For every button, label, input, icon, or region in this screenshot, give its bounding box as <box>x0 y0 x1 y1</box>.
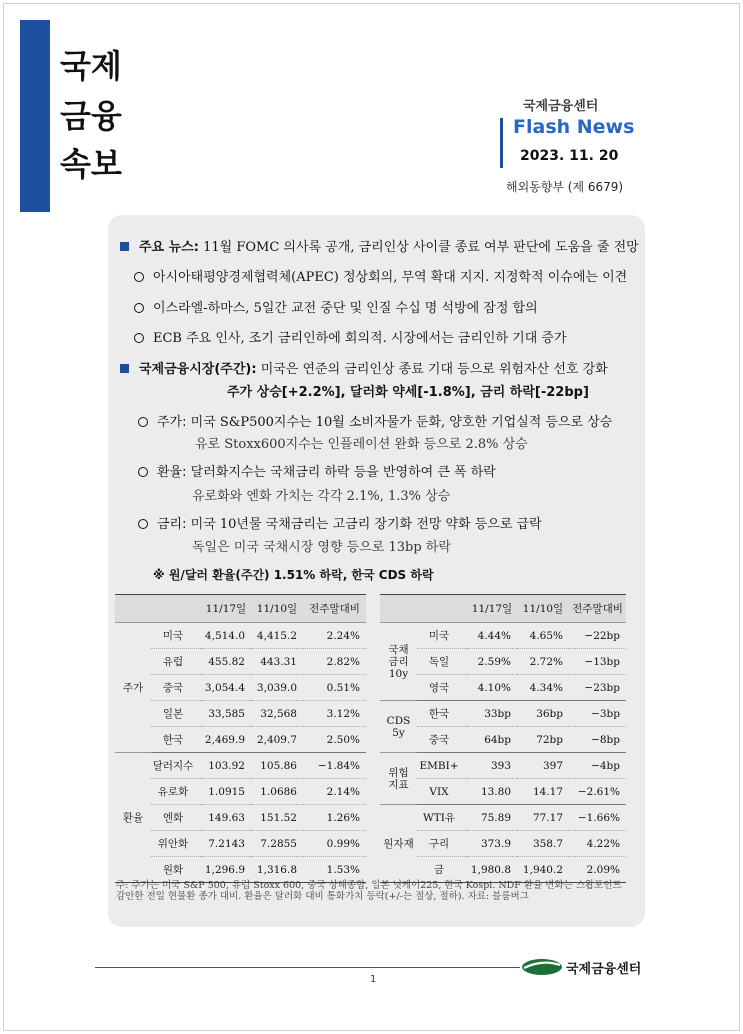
dept-line <box>506 178 623 195</box>
table-cell: −1.66% <box>569 805 626 831</box>
brand-title: Flash News <box>513 116 635 138</box>
table-row <box>115 649 366 675</box>
footer-divider <box>95 967 520 968</box>
table-cell: −2.61% <box>569 779 626 805</box>
col-header: 11/10일 <box>251 595 303 623</box>
col-header: 11/10일 <box>517 595 569 623</box>
table-cell: −1.84% <box>303 753 366 779</box>
row-label: 중국 <box>151 675 201 701</box>
market-table-right <box>380 594 626 883</box>
table-row <box>380 727 626 753</box>
table-row <box>380 675 626 701</box>
table-cell: 151.52 <box>251 805 303 831</box>
table-cell: 105.86 <box>251 753 303 779</box>
col-header: 전주말대비 <box>569 595 626 623</box>
square-bullet-icon <box>120 242 129 251</box>
table-cell: −4bp <box>569 753 626 779</box>
row-label: 유로화 <box>151 779 201 805</box>
market-item-label: 주가: <box>157 415 187 430</box>
table-cell: 397 <box>517 753 569 779</box>
table-row <box>115 857 366 883</box>
org-logo-icon <box>520 957 564 977</box>
org-logo-text: 국제금융센터 <box>566 962 642 977</box>
row-label: 미국 <box>151 623 201 649</box>
news-item <box>134 327 567 346</box>
market-table-left <box>115 594 366 883</box>
row-label: EMBI+ <box>417 753 467 779</box>
row-label: 금 <box>417 857 467 883</box>
table-cell: 2,469.9 <box>201 727 251 753</box>
table-row <box>115 753 366 779</box>
table-cell: 2,409.7 <box>251 727 303 753</box>
row-label: 중국 <box>417 727 467 753</box>
circle-bullet-icon <box>134 303 144 313</box>
market-item-text: 달러화지수는 국채금리 하락 등을 반영하여 큰 폭 하락 <box>190 465 496 480</box>
news-item-text: ECB 주요 인사, 조기 금리인하에 회의적. 시장에서는 금리인하 기대 증가 <box>153 331 567 346</box>
table-cell: 2.50% <box>303 727 366 753</box>
market-item-rates <box>138 513 542 532</box>
row-label: 일본 <box>151 701 201 727</box>
table-cell: 3.12% <box>303 701 366 727</box>
table-footnote: 주: 주가는 미국 S&P 500, 유럽 Stoxx 600, 중국 상해종합, 일본 닛케이225, 한국 Kospi. NDF 환율 변화는 스왑포인트 감안한 전일 현물환 종가 대비. 환율은 달러화 대비 통화가치 등락(+/-는 절상, 절하). 자료: 블룸버그 <box>116 880 622 902</box>
table-row <box>380 753 626 779</box>
table-cell: 33,585 <box>201 701 251 727</box>
group-label: 국채 금리 10y <box>380 623 417 701</box>
market-item-text: 미국 S&P500지수는 10월 소비자물가 둔화, 양호한 기업실적 등으로 상승 <box>190 415 613 430</box>
table-cell: −23bp <box>569 675 626 701</box>
news-item <box>134 266 627 285</box>
table-cell: 32,568 <box>251 701 303 727</box>
table-cell: 2.24% <box>303 623 366 649</box>
group-label: 환율 <box>115 753 151 883</box>
issue-number: (제 6679) <box>567 180 624 194</box>
group-label: CDS 5y <box>380 701 417 753</box>
table-cell: 0.51% <box>303 675 366 701</box>
table-cell: 1,940.2 <box>517 857 569 883</box>
row-label: 원화 <box>151 857 201 883</box>
news-label: 주요 뉴스: <box>139 240 199 255</box>
row-label: 유럽 <box>151 649 201 675</box>
org-name: 국제금융센터 <box>523 99 599 114</box>
table-row <box>115 779 366 805</box>
table-cell: 393 <box>467 753 517 779</box>
table-cell: 1.26% <box>303 805 366 831</box>
row-label: 달러지수 <box>151 753 201 779</box>
market-item-sub: 유로 Stoxx600지수는 인플레이션 완화 등으로 2.8% 상승 <box>195 437 528 452</box>
table-cell: 2.09% <box>569 857 626 883</box>
table-cell: 64bp <box>467 727 517 753</box>
circle-bullet-icon <box>134 272 144 282</box>
row-label: 영국 <box>417 675 467 701</box>
issue-date: 2023. 11. 20 <box>520 148 619 164</box>
table-cell: 4.65% <box>517 623 569 649</box>
table-cell: 103.92 <box>201 753 251 779</box>
table-cell: 4,514.0 <box>201 623 251 649</box>
page-title-line-2: 금융 <box>60 97 122 135</box>
table-header-row <box>380 595 626 623</box>
circle-bullet-icon <box>138 417 148 427</box>
market-item-sub: 유로화와 엔화 가치는 각각 2.1%, 1.3% 상승 <box>192 489 451 504</box>
table-row <box>115 831 366 857</box>
table-cell: 36bp <box>517 701 569 727</box>
table-cell: 1,316.8 <box>251 857 303 883</box>
table-cell: 4.34% <box>517 675 569 701</box>
market-headline-row <box>120 358 608 377</box>
table-cell: 72bp <box>517 727 569 753</box>
table-header-row <box>115 595 366 623</box>
table-cell: 13.80 <box>467 779 517 805</box>
krw-note: ※ 원/달러 환율(주간) 1.51% 하락, 한국 CDS 하락 <box>153 568 434 582</box>
table-cell: 33bp <box>467 701 517 727</box>
table-row <box>380 857 626 883</box>
table-cell: 75.89 <box>467 805 517 831</box>
market-item-text: 미국 10년물 국채금리는 고금리 장기화 전망 약화 등으로 급락 <box>190 517 542 532</box>
page-title-line-3: 속보 <box>60 145 122 183</box>
group-label: 주가 <box>115 623 151 753</box>
row-label: VIX <box>417 779 467 805</box>
table-row <box>380 805 626 831</box>
table-row <box>380 623 626 649</box>
page-number: 1 <box>370 974 377 985</box>
table-cell: 1,296.9 <box>201 857 251 883</box>
circle-bullet-icon <box>138 467 148 477</box>
table-cell: 4.22% <box>569 831 626 857</box>
table-cell: 3,054.4 <box>201 675 251 701</box>
news-headline-row <box>120 236 639 255</box>
table-cell: 455.82 <box>201 649 251 675</box>
row-label: 위안화 <box>151 831 201 857</box>
market-item-sub: 독일은 미국 국채시장 영향 등으로 13bp 하락 <box>192 540 451 555</box>
table-cell: 7.2143 <box>201 831 251 857</box>
table-row <box>380 779 626 805</box>
table-cell: −3bp <box>569 701 626 727</box>
table-cell: 1.53% <box>303 857 366 883</box>
table-cell: 1,980.8 <box>467 857 517 883</box>
row-label: 한국 <box>151 727 201 753</box>
table-cell: 1.0915 <box>201 779 251 805</box>
market-item-label: 금리: <box>157 517 187 532</box>
header-accent-bar <box>20 20 50 212</box>
col-header: 11/17일 <box>201 595 251 623</box>
market-sub-headline: 주가 상승[+2.2%], 달러화 약세[-1.8%], 금리 하락[-22bp] <box>227 385 589 400</box>
table-cell: 373.9 <box>467 831 517 857</box>
table-cell: 0.99% <box>303 831 366 857</box>
circle-bullet-icon <box>138 519 148 529</box>
row-label: 미국 <box>417 623 467 649</box>
table-row <box>380 649 626 675</box>
col-header: 전주말대비 <box>303 595 366 623</box>
dept-name: 해외동향부 <box>506 180 564 194</box>
page-title-line-1: 국제 <box>60 47 122 85</box>
news-item-text: 아시아태평양경제협력체(APEC) 정상회의, 무역 확대 지지. 지정학적 이슈에는 이견 <box>153 270 628 285</box>
news-headline: 11월 FOMC 의사록 공개, 금리인상 사이클 종료 여부 판단에 도움을 줄 전망 <box>203 240 639 255</box>
group-label: 위험 지표 <box>380 753 417 805</box>
table-row <box>115 623 366 649</box>
table-cell: 2.82% <box>303 649 366 675</box>
table-cell: 149.63 <box>201 805 251 831</box>
table-cell: −13bp <box>569 649 626 675</box>
table-cell: −22bp <box>569 623 626 649</box>
market-item-stocks <box>138 411 612 430</box>
news-item-text: 이스라엘-하마스, 5일간 교전 중단 및 인질 수십 명 석방에 잠정 합의 <box>153 301 538 316</box>
row-label: 한국 <box>417 701 467 727</box>
table-cell: −8bp <box>569 727 626 753</box>
table-cell: 77.17 <box>517 805 569 831</box>
table-cell: 4.10% <box>467 675 517 701</box>
table-cell: 358.7 <box>517 831 569 857</box>
news-item <box>134 297 538 316</box>
circle-bullet-icon <box>134 333 144 343</box>
table-row <box>115 727 366 753</box>
row-label: 엔화 <box>151 805 201 831</box>
market-label: 국제금융시장(주간): <box>139 362 257 377</box>
table-cell: 2.14% <box>303 779 366 805</box>
col-header: 11/17일 <box>467 595 517 623</box>
header-divider <box>500 118 503 168</box>
row-label: 구리 <box>417 831 467 857</box>
table-row <box>380 831 626 857</box>
table-cell: 4.44% <box>467 623 517 649</box>
table-cell: 3,039.0 <box>251 675 303 701</box>
market-item-fx <box>138 461 496 480</box>
table-cell: 7.2855 <box>251 831 303 857</box>
table-row <box>115 805 366 831</box>
row-label: 독일 <box>417 649 467 675</box>
table-row <box>115 675 366 701</box>
row-label: WTI유 <box>417 805 467 831</box>
table-cell: 14.17 <box>517 779 569 805</box>
market-headline: 미국은 연준의 금리인상 종료 기대 등으로 위험자산 선호 강화 <box>260 362 608 377</box>
market-item-label: 환율: <box>157 465 187 480</box>
table-row <box>115 701 366 727</box>
table-row <box>380 701 626 727</box>
table-cell: 2.72% <box>517 649 569 675</box>
table-cell: 2.59% <box>467 649 517 675</box>
table-cell: 1.0686 <box>251 779 303 805</box>
table-cell: 443.31 <box>251 649 303 675</box>
square-bullet-icon <box>120 364 129 373</box>
group-label: 원자재 <box>380 805 417 883</box>
table-cell: 4,415.2 <box>251 623 303 649</box>
